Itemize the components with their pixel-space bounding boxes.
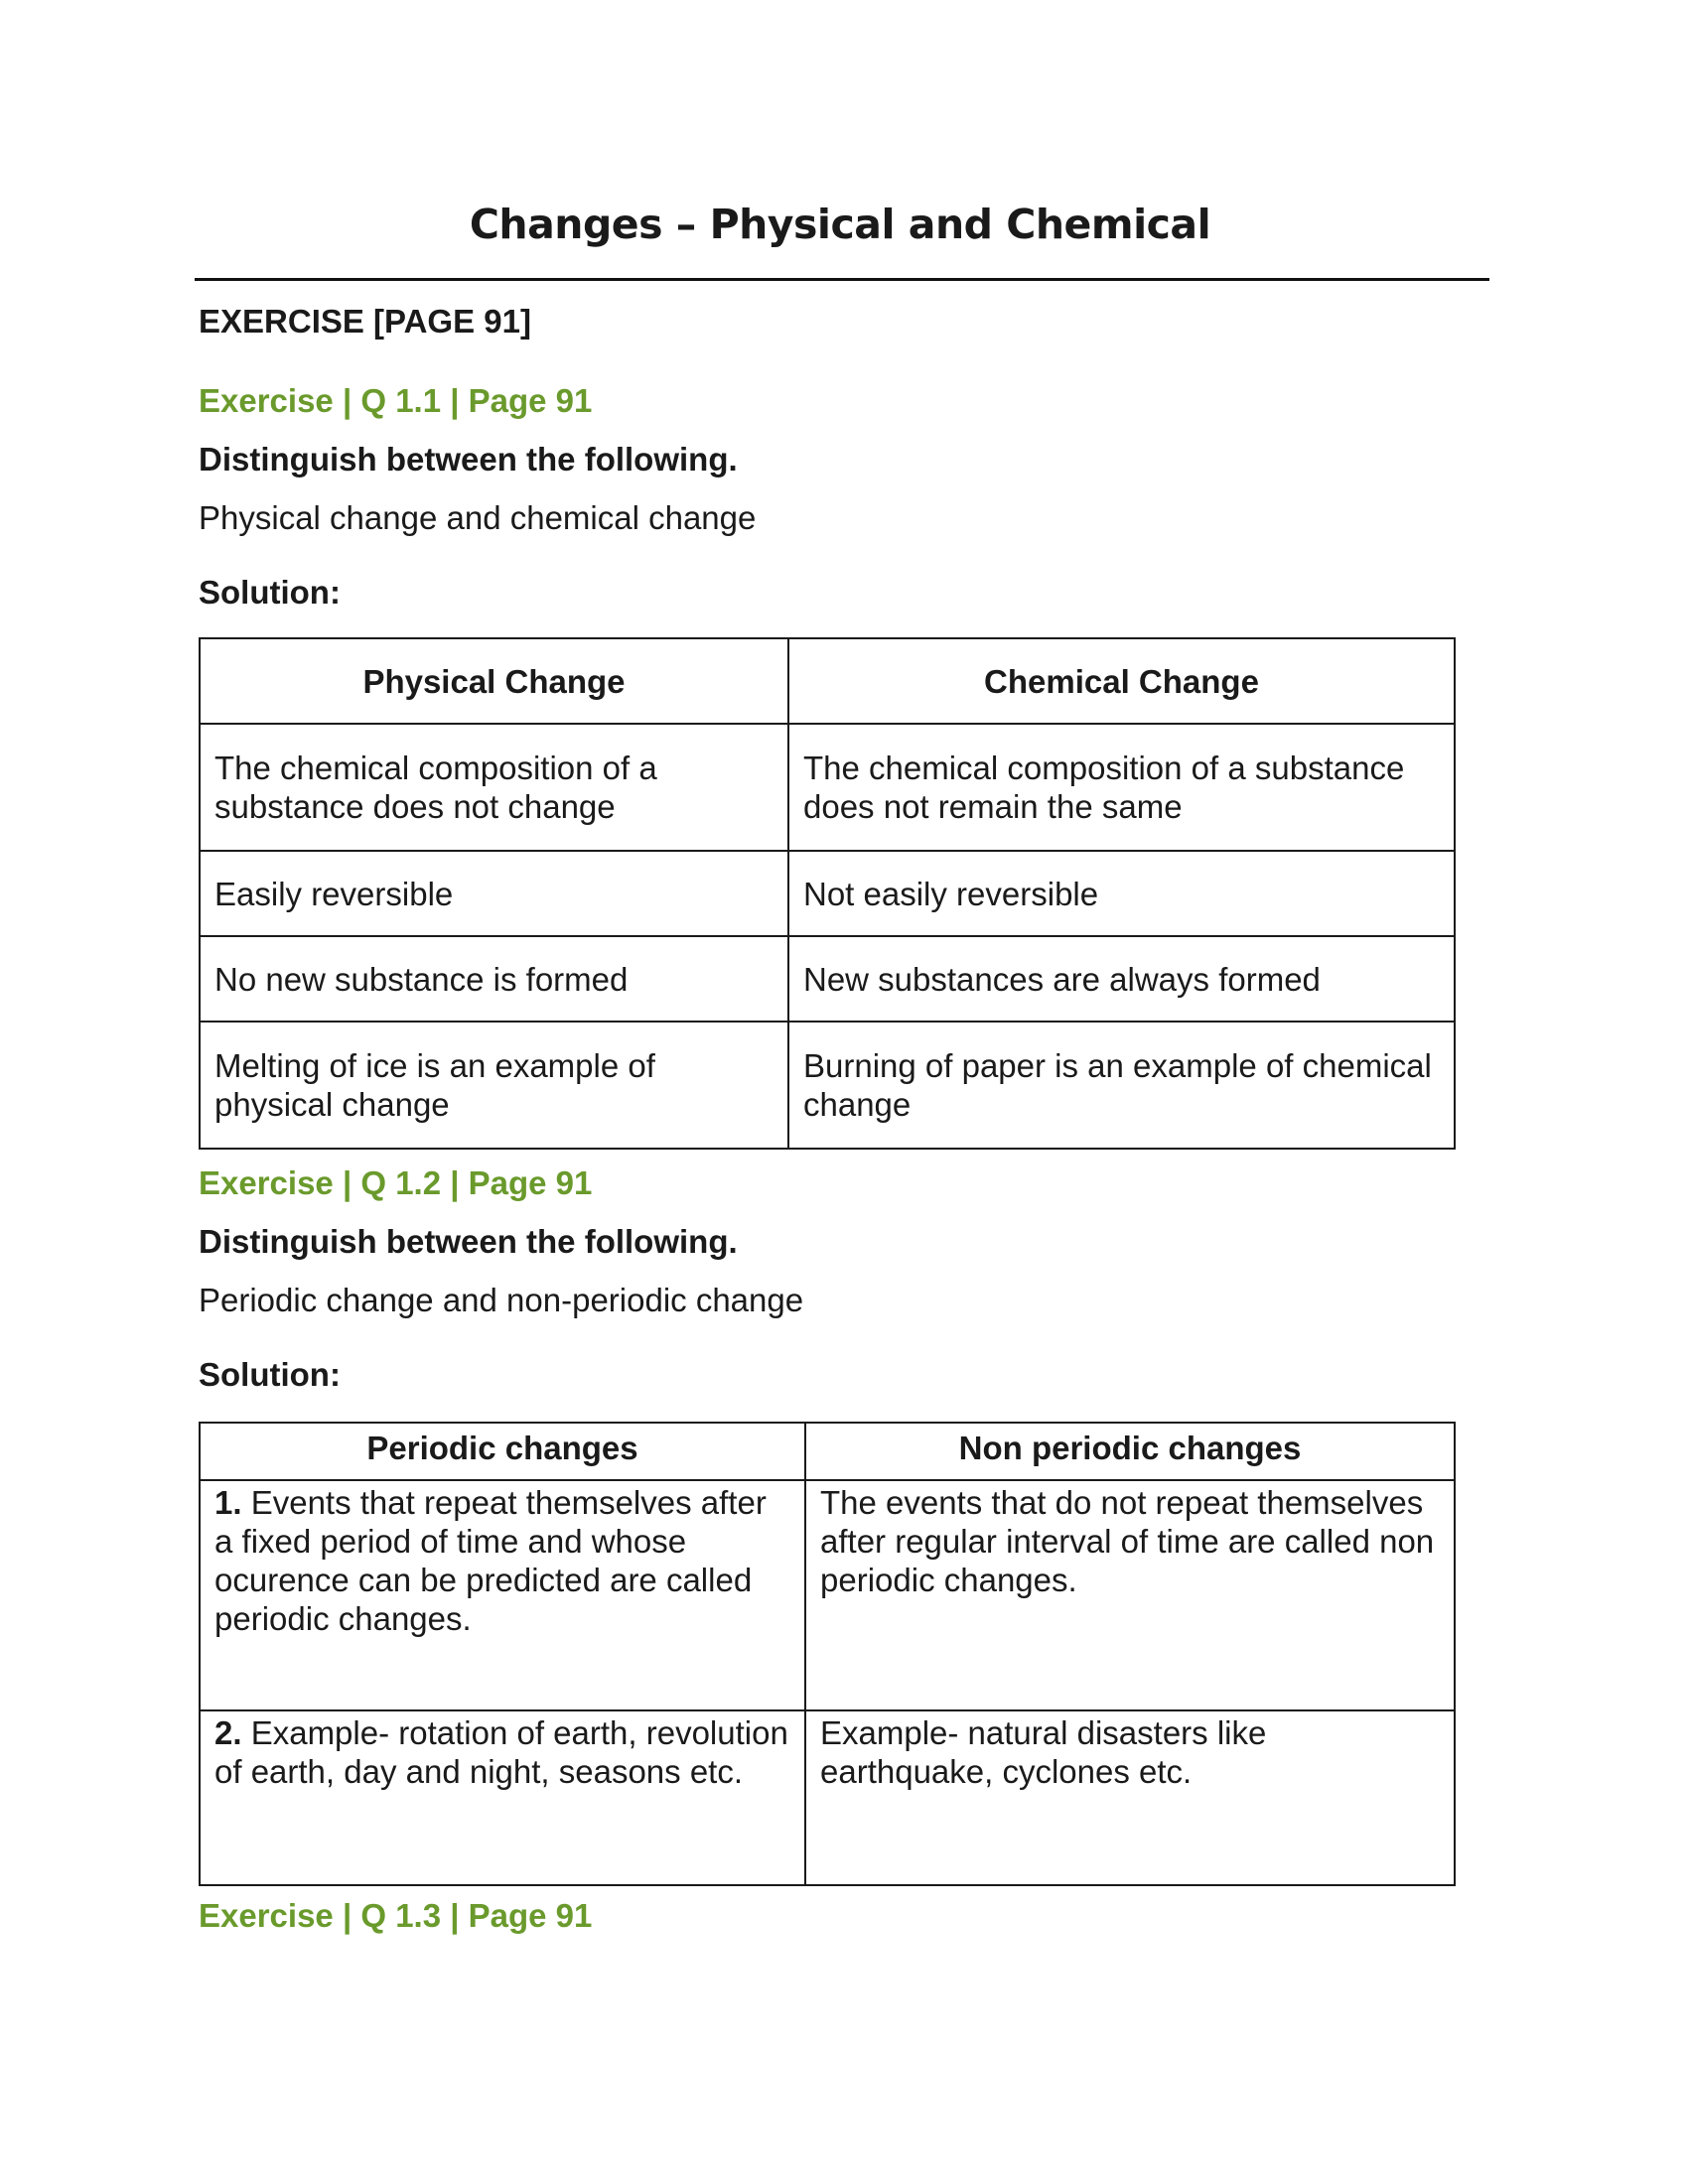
title-divider [195, 278, 1489, 281]
cell-text: Events that repeat themselves after a fixed period of time and whose ocurence can be predicted are called periodic changes. [214, 1484, 767, 1637]
table-row [200, 724, 1455, 851]
table-cell [200, 1710, 805, 1885]
question-1-2 [199, 1161, 1455, 1397]
question-prompt: Distinguish between the following. [199, 441, 738, 478]
table-row [200, 1022, 1455, 1149]
question-prompt: Distinguish between the following. [199, 1223, 738, 1260]
table-cell: No new substance is formed [200, 936, 788, 1022]
page-title: Changes – Physical and Chemical [469, 201, 1211, 248]
cell-text: Example- rotation of earth, revolution of earth, day and night, seasons etc. [214, 1714, 788, 1790]
table-cell: The events that do not repeat themselves after regular interval of time are called non periodic changes. [805, 1480, 1455, 1710]
question-label: Exercise | Q 1.1 | Page 91 [199, 382, 593, 419]
item-number: 1. [214, 1484, 242, 1521]
table-header-cell: Periodic changes [200, 1423, 805, 1480]
table-cell: The chemical composition of a substance does not change [200, 724, 788, 851]
comparison-table-periodic-nonperiodic [199, 1422, 1456, 1886]
question-label: Exercise | Q 1.2 | Page 91 [199, 1164, 593, 1201]
table-row [200, 936, 1455, 1022]
table-row [200, 851, 1455, 936]
table-header-row [200, 1423, 1455, 1480]
table-row [200, 1710, 1455, 1885]
table-cell: Example- natural disasters like earthquake, cyclones etc. [805, 1710, 1455, 1885]
table-header-cell: Chemical Change [788, 638, 1455, 724]
table-cell: The chemical composition of a substance does not remain the same [788, 724, 1455, 851]
solution-label: Solution: [199, 1356, 341, 1393]
solution-label: Solution: [199, 574, 341, 611]
question-label: Exercise | Q 1.3 | Page 91 [199, 1897, 593, 1934]
question-text: Physical change and chemical change [199, 499, 757, 536]
table-cell: Not easily reversible [788, 851, 1455, 936]
table-row [200, 1480, 1455, 1710]
table-cell: Burning of paper is an example of chemical change [788, 1022, 1455, 1149]
table-cell [200, 1480, 805, 1710]
section-heading: EXERCISE [PAGE 91] [199, 303, 531, 340]
table-cell: New substances are always formed [788, 936, 1455, 1022]
question-1-1 [199, 379, 1455, 614]
comparison-table-physical-chemical [199, 637, 1456, 1150]
table-cell: Melting of ice is an example of physical change [200, 1022, 788, 1149]
table-header-row [200, 638, 1455, 724]
table-header-cell: Physical Change [200, 638, 788, 724]
question-1-3 [199, 1894, 1455, 1938]
question-text: Periodic change and non-periodic change [199, 1282, 804, 1318]
item-number: 2. [214, 1714, 242, 1751]
table-header-cell: Non periodic changes [805, 1423, 1455, 1480]
table-cell: Easily reversible [200, 851, 788, 936]
